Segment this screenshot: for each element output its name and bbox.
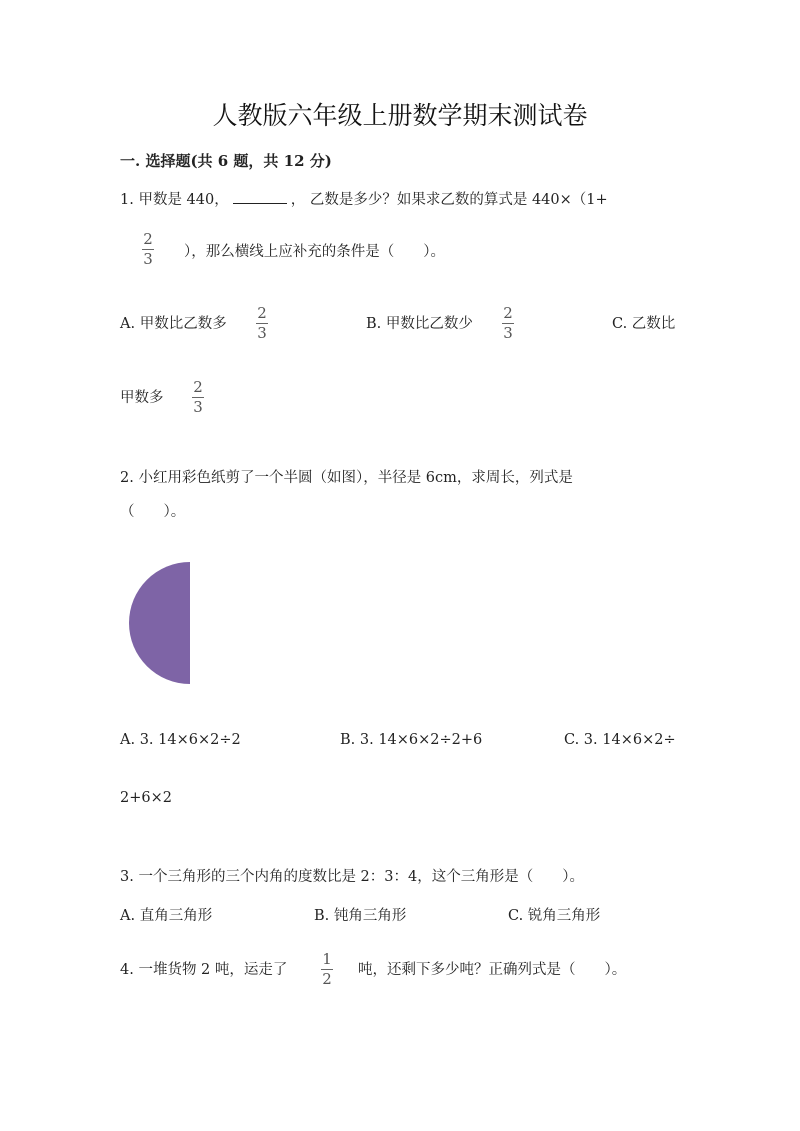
q2-option-a: A. 3. 14×6×2÷2 [120,732,241,748]
q2-option-c-cont: 2+6×2 [120,790,172,806]
fraction-numerator: 2 [193,378,203,396]
fraction-numerator: 2 [257,304,267,322]
fraction-numerator: 1 [322,950,332,968]
q3-option-a: A. 直角三角形 [120,908,213,924]
q1-text-a: 1. 甲数是 440， [120,192,229,208]
q1-option-c-fraction [192,380,204,415]
q2-option-c: C. 3. 14×6×2÷ [564,732,676,748]
fraction-denominator: 3 [257,324,267,342]
semicircle-figure [128,560,194,686]
q1-option-b-fraction [502,306,514,341]
q4-fraction [321,952,333,987]
q1-option-a-fraction [256,306,268,341]
q1-option-a: A. 甲数比乙数多 [120,316,227,332]
q1-blank [233,191,287,204]
page-title: 人教版六年级上册数学期末测试卷 [212,101,588,130]
q1-line1 [120,188,608,209]
q1-option-c: C. 乙数比 [612,316,676,332]
q1-line2: ），那么横线上应补充的条件是（ ）。 [184,244,445,260]
fraction-numerator: 2 [503,304,513,322]
fraction-denominator: 3 [503,324,513,342]
fraction-numerator: 2 [143,230,153,248]
q2-line1: 2. 小红用彩色纸剪了一个半圆（如图），半径是 6cm，求周长，列式是 [120,470,573,486]
fraction-denominator: 3 [143,250,153,268]
q3-line1: 3. 一个三角形的三个内角的度数比是 2：3：4，这个三角形是（ ）。 [120,869,584,885]
q4-text-a: 4. 一堆货物 2 吨，运走了 [120,962,288,978]
fraction-denominator: 2 [322,970,332,988]
q2-line2: （ ）。 [120,504,186,520]
q1-option-b: B. 甲数比乙数少 [366,316,473,332]
q1-option-c-cont: 甲数多 [120,390,164,406]
q1-text-b: ， 乙数是多少？如果求乙数的算式是 440×（1+ [290,192,608,208]
q3-option-c: C. 锐角三角形 [508,908,601,924]
section-heading: 一. 选择题(共 6 题，共 12 分) [120,152,332,170]
q1-fraction [142,232,154,267]
q3-option-b: B. 钝角三角形 [314,908,407,924]
fraction-denominator: 3 [193,398,203,416]
q4-text-b: 吨，还剩下多少吨？正确列式是（ ）。 [358,962,627,978]
q2-option-b: B. 3. 14×6×2÷2+6 [340,732,483,748]
